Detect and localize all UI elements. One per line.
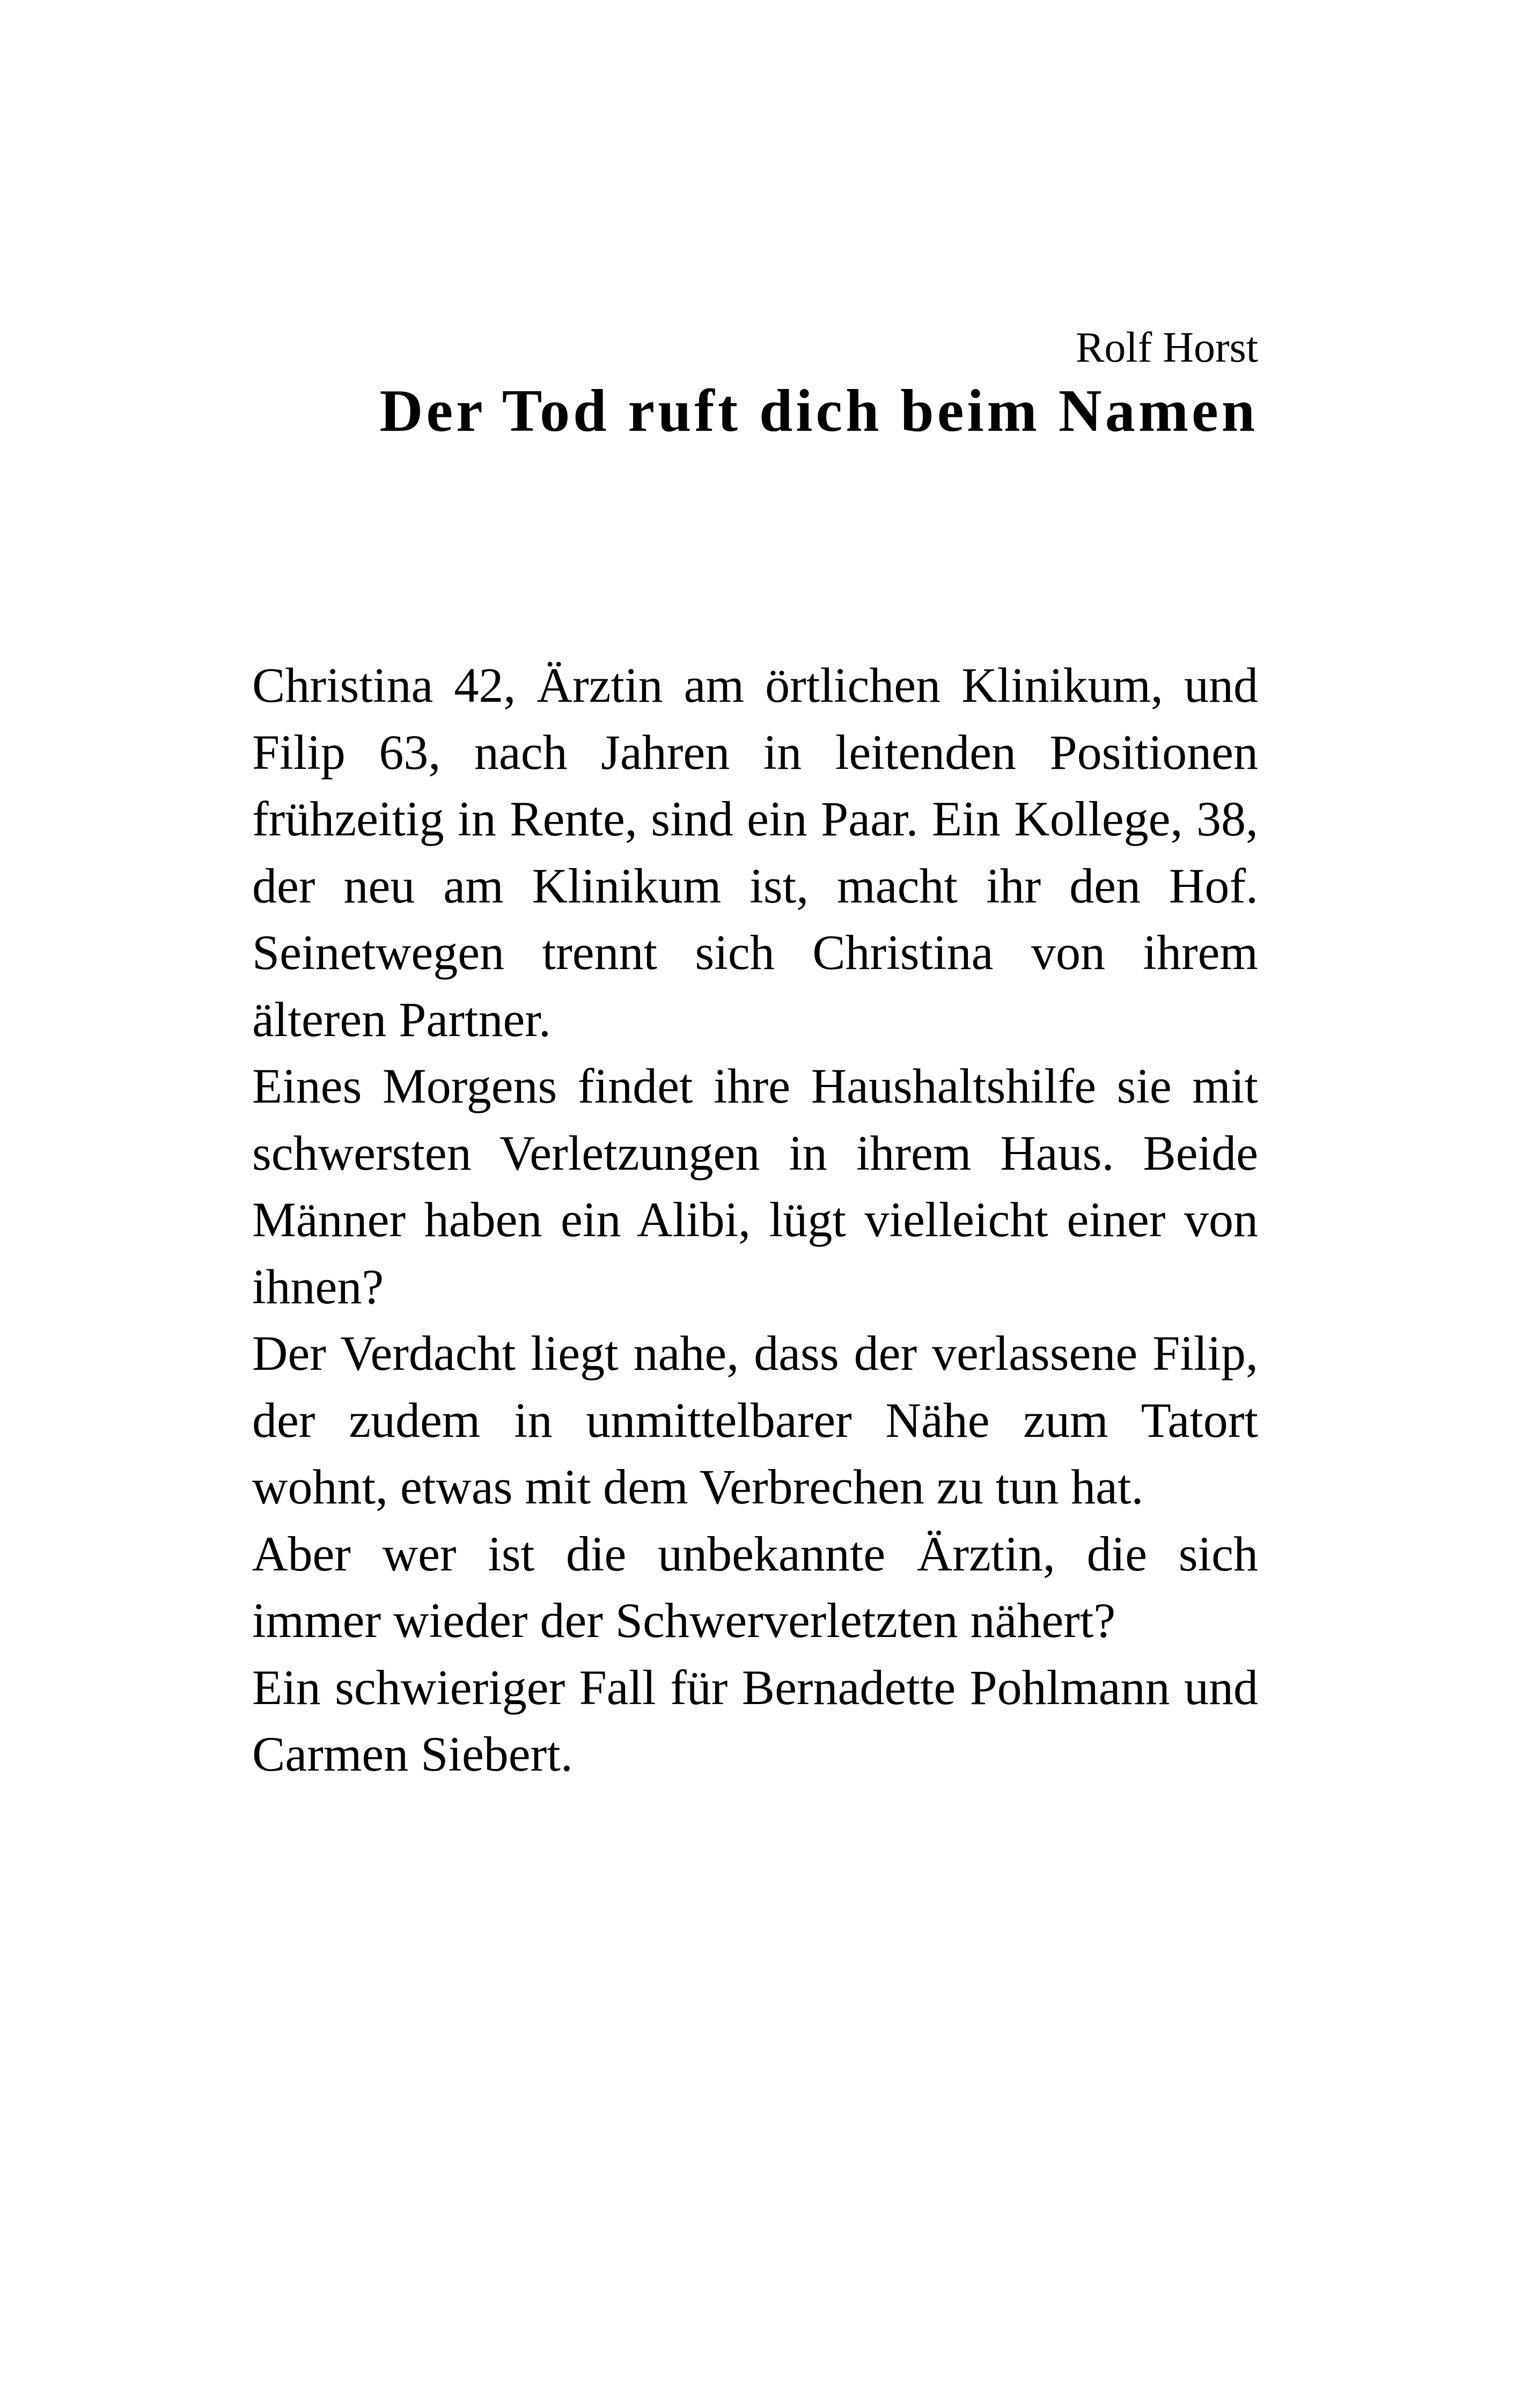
blurb-paragraph: Der Verdacht liegt nahe, dass der verlassene Filip, der zudem in unmittelbarer Nähe zum Tatort wohnt, etwas mit dem Verbrechen zu tun hat. — [252, 1326, 1258, 1514]
blurb-paragraph: Christina 42, Ärztin am örtlichen Klinikum, und Filip 63, nach Jahren in leitenden Positionen frühzeitig in Rente, sind ein Paar. Ein Kollege, 38, der neu am Klinikum ist, macht ihr den Hof. Seinetwegen trennt sich Christina von ihrem älteren Partner. — [252, 658, 1258, 1047]
blurb-paragraph: Aber wer ist die unbekannte Ärztin, die sich immer wieder der Schwerverletzten nähert? — [252, 1526, 1258, 1648]
blurb-paragraph: Eines Morgens findet ihre Haushaltshilfe sie mit schwersten Verletzungen in ihrem Haus. Beide Männer haben ein Alibi, lügt vielleicht einer von ihnen? — [252, 1059, 1258, 1314]
author-name: Rolf Horst — [1076, 324, 1258, 371]
book-title: Der Tod ruft dich beim Namen — [379, 378, 1258, 444]
blurb-text — [252, 652, 1258, 1788]
blurb-paragraph: Ein schwieriger Fall für Bernadette Pohlmann und Carmen Siebert. — [252, 1660, 1258, 1781]
book-header — [252, 322, 1258, 449]
